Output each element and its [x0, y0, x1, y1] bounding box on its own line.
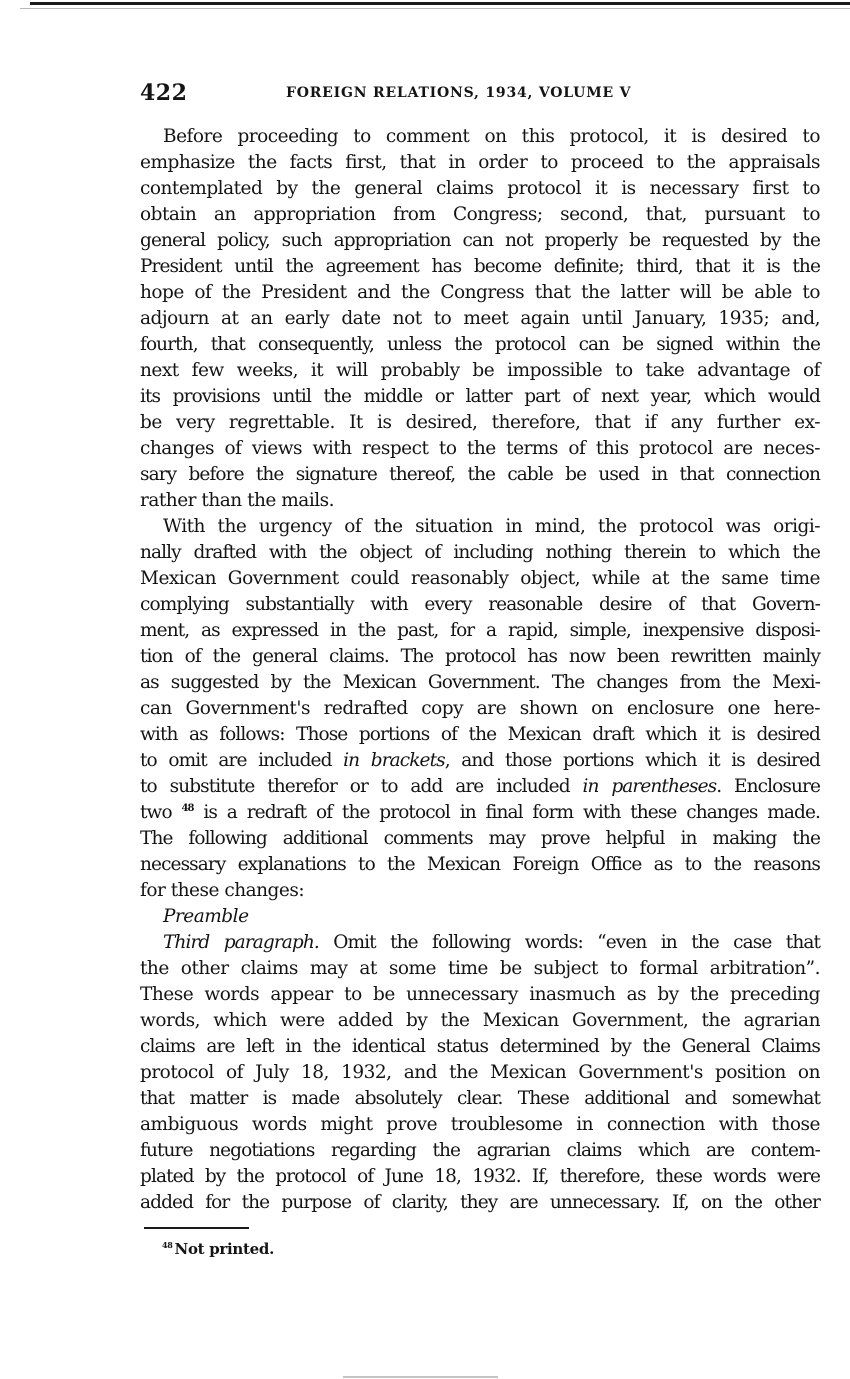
text-line: future negotiations regarding the agrarian claims which are contem-: [140, 1140, 820, 1161]
footnote-text: Not printed.: [174, 1240, 274, 1258]
text-run: is a redraft of the protocol in final form with these changes made.: [193, 802, 820, 823]
text-line: [140, 800, 820, 826]
text-line: changes of views with respect to the terms of this protocol are neces-: [140, 438, 820, 459]
text-line: claims are left in the identical status determined by the General Claims: [140, 1036, 820, 1057]
paragraph: [140, 124, 820, 514]
italic-text: in brackets: [343, 750, 445, 771]
text-line: [140, 930, 820, 956]
text-line: as suggested by the Mexican Government. The changes from the Mexi-: [140, 672, 820, 693]
text-line: nally drafted with the object of including nothing therein to which the: [140, 542, 820, 563]
footnote-rule: [144, 1227, 249, 1229]
body-text: [140, 124, 820, 1216]
text-run: two: [140, 802, 182, 823]
text-line: adjourn at an early date not to meet again until January, 1935; and,: [140, 308, 820, 329]
running-head: FOREIGN RELATIONS, 1934, VOLUME V: [286, 85, 632, 101]
footnote-marker: 48: [162, 1240, 173, 1250]
text-line: complying substantially with every reasonable desire of that Govern-: [140, 594, 820, 615]
paragraph: [140, 514, 820, 904]
text-line: sary before the signature thereof, the cable be used in that connection: [140, 464, 820, 485]
text-line: Before proceeding to comment on this protocol, it is desired to: [163, 126, 820, 147]
footnote: [162, 1240, 274, 1258]
italic-text: in parentheses: [582, 776, 717, 797]
text-run: . Enclosure: [716, 776, 820, 797]
text-line: contemplated by the general claims protocol it is necessary first to: [140, 178, 820, 199]
text-run: , and those portions which it is desired: [444, 750, 820, 771]
paragraph: [140, 930, 820, 1216]
text-line: with as follows: Those portions of the Mexican draft which it is desired: [140, 724, 820, 745]
text-line: protocol of July 18, 1932, and the Mexican Government's position on: [140, 1062, 820, 1083]
top-border-thin-rule: [20, 8, 850, 9]
text-line: that matter is made absolutely clear. These additional and somewhat: [140, 1088, 820, 1109]
text-line: ment, as expressed in the past, for a rapid, simple, inexpensive disposi-: [140, 620, 820, 641]
footnote-reference[interactable]: 48: [181, 803, 194, 814]
page-number: 422: [140, 80, 188, 106]
text-line: emphasize the facts first, that in order to proceed to the appraisals: [140, 152, 820, 173]
page-header: [140, 80, 820, 110]
text-line: necessary explanations to the Mexican Foreign Office as to the reasons: [140, 854, 820, 875]
text-line: tion of the general claims. The protocol has now been rewritten mainly: [140, 646, 820, 667]
section-heading: Preamble: [163, 906, 249, 927]
text-run: Omit the following words: “even in the case that: [318, 932, 821, 953]
text-line: plated by the protocol of June 18, 1932. If, therefore, these words were: [140, 1166, 820, 1187]
text-line: Mexican Government could reasonably object, while at the same time: [140, 568, 820, 589]
bottom-edge-rule: [343, 1376, 498, 1378]
italic-lead: Third paragraph.: [163, 932, 319, 953]
text-line: ambiguous words might prove troublesome in connection with those: [140, 1114, 820, 1135]
text-line: next few weeks, it will probably be impossible to take advantage of: [140, 360, 820, 381]
text-line: general policy, such appropriation can not properly be requested by the: [140, 230, 820, 251]
text-line: be very regrettable. It is desired, therefore, that if any further ex-: [140, 412, 820, 433]
text-line: [140, 748, 820, 774]
top-border-rule: [30, 2, 850, 5]
text-line: its provisions until the middle or latter part of next year, which would: [140, 386, 820, 407]
text-line: fourth, that consequently, unless the protocol can be signed within the: [140, 334, 820, 355]
text-line: President until the agreement has become definite; third, that it is the: [140, 256, 820, 277]
text-line: the other claims may at some time be subject to formal arbitration”.: [140, 958, 820, 979]
text-line: words, which were added by the Mexican Government, the agrarian: [140, 1010, 820, 1031]
text-line: can Government's redrafted copy are shown on enclosure one here-: [140, 698, 820, 719]
text-line: hope of the President and the Congress that the latter will be able to: [140, 282, 820, 303]
text-line: obtain an appropriation from Congress; second, that, pursuant to: [140, 204, 820, 225]
text-line: With the urgency of the situation in mind, the protocol was origi-: [163, 516, 820, 537]
text-run: to substitute therefor or to add are included: [140, 776, 583, 797]
text-line: The following additional comments may prove helpful in making the: [140, 828, 820, 849]
text-line: These words appear to be unnecessary inasmuch as by the preceding: [140, 984, 820, 1005]
text-line: rather than the mails.: [140, 490, 335, 511]
text-line: [140, 774, 820, 800]
text-run: to omit are included: [140, 750, 344, 771]
text-line: for these changes:: [140, 880, 305, 901]
text-line: added for the purpose of clarity, they are unnecessary. If, on the other: [140, 1192, 820, 1213]
